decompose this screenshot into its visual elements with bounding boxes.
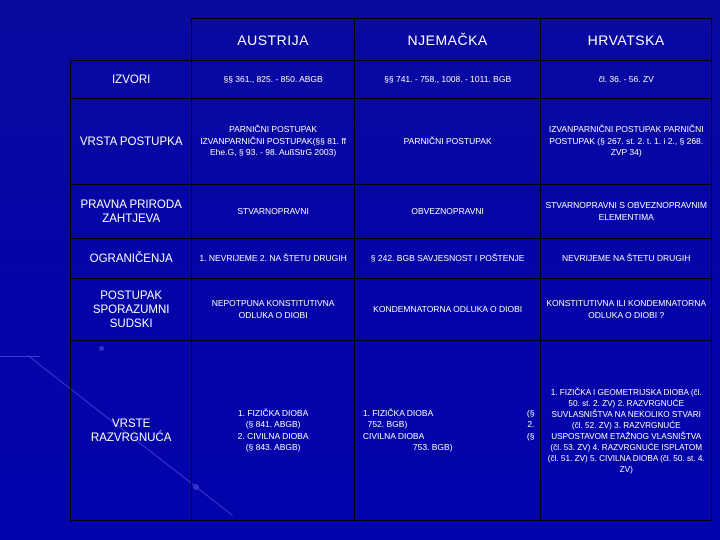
list-item: (§ 843. ABGB) <box>245 442 301 452</box>
header-austrija: AUSTRIJA <box>192 19 355 61</box>
table-cell: PARNIČNI POSTUPAK <box>354 99 541 185</box>
table-row <box>71 341 712 521</box>
table-cell: §§ 741. - 758., 1008. - 1011. BGB <box>354 61 541 99</box>
header-hrvatska: HRVATSKA <box>541 19 712 61</box>
table-header-row <box>71 19 712 61</box>
table-cell: STVARNOPRAVNI <box>192 185 355 239</box>
table-cell: PARNIČNI POSTUPAK IZVANPARNIČNI POSTUPAK(§§ 81. ff Ehe.G, § 93. - 98. AußStrG 2003) <box>192 99 355 185</box>
row-label: VRSTE RAZVRGNUĆA <box>71 341 192 521</box>
table-cell: KONSTITUTIVNA ILI KONDEMNATORNA ODLUKA O DIOBI ? <box>541 279 712 341</box>
comparison-table <box>70 18 712 521</box>
table-cell: OBVEZNOPRAVNI <box>354 185 541 239</box>
list-item-ref: (§ <box>526 407 535 418</box>
list-item: 1. FIZIČKA DIOBA <box>237 407 309 418</box>
table-cell-austria-types <box>192 341 355 521</box>
corner-cell <box>71 19 192 61</box>
table-cell: 1. NEVRIJEME 2. NA ŠTETU DRUGIH <box>192 239 355 279</box>
row-label: VRSTA POSTUPKA <box>71 99 192 185</box>
table-cell-croatia-types: 1. FIZIČKA I GEOMETRIJSKA DIOBA (čl. 50. st. 2. ZV) 2. RAZVRGNUĆE SUVLASNIŠTVA NA NEKOLIKO STVARI (čl. 52. ZV) 3. RAZVRGNUĆE USPOSTAVOM ETAŽNOG VLASNIŠTVA (čl. 53. ZV) 4. RAZVRGNUĆE ISPLATOM (čl. 51. ZV) 5. CIVILNA DIOBA (čl. 50. st. 4. ZV) <box>541 341 712 521</box>
decorative-line <box>0 356 40 357</box>
table-row <box>71 61 712 99</box>
list-item-ref: (§ <box>526 430 535 441</box>
table-cell: §§ 361., 825. - 850. ABGB <box>192 61 355 99</box>
list-item <box>363 442 541 454</box>
list-item-ref: 2. <box>527 419 535 429</box>
row-label: PRAVNA PRIRODA ZAHTJEVA <box>71 185 192 239</box>
table-cell: IZVANPARNIČNI POSTUPAK PARNIČNI POSTUPAK (§ 267. st. 2. t. 1. i 2., § 268. ZVP 34) <box>541 99 712 185</box>
row-label: POSTUPAK SPORAZUMNI SUDSKI <box>71 279 192 341</box>
table-cell: NEPOTPUNA KONSTITUTIVNA ODLUKA O DIOBI <box>192 279 355 341</box>
list-item: (§ 841. ABGB) <box>245 419 301 429</box>
list-item <box>363 419 541 431</box>
list-item-text: 753. BGB) <box>412 442 453 452</box>
table-row <box>71 99 712 185</box>
list-item-text: 752. BGB) <box>367 419 408 429</box>
table-cell: NEVRIJEME NA ŠTETU DRUGIH <box>541 239 712 279</box>
header-njemacka: NJEMAČKA <box>354 19 541 61</box>
row-label: OGRANIČENJA <box>71 239 192 279</box>
list-item: 2. CIVILNA DIOBA <box>237 430 309 441</box>
table-row <box>71 239 712 279</box>
list-item-text: 1. FIZIČKA DIOBA <box>362 407 434 418</box>
list-item-text: CIVILNA DIOBA <box>362 430 425 441</box>
table-cell: STVARNOPRAVNI S OBVEZNOPRAVNIM ELEMENTIMA <box>541 185 712 239</box>
row-label: IZVORI <box>71 61 192 99</box>
table-row <box>71 185 712 239</box>
table-cell: čl. 36. - 56. ZV <box>541 61 712 99</box>
table-cell: § 242. BGB SAVJESNOST I POŠTENJE <box>354 239 541 279</box>
table-row <box>71 279 712 341</box>
list-item <box>363 408 541 420</box>
list-item <box>363 431 541 443</box>
table-cell-germany-types <box>354 341 541 521</box>
table-cell: KONDEMNATORNA ODLUKA O DIOBI <box>354 279 541 341</box>
